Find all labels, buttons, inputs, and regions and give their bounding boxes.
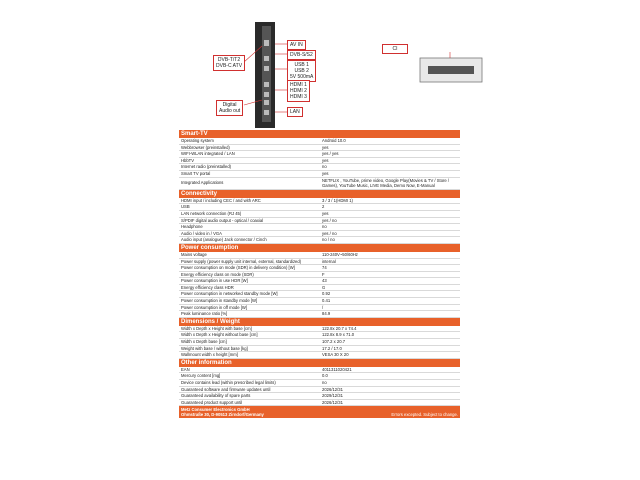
spec-label: Energy efficiency class on mode (SDR) (181, 271, 254, 277)
spec-value: 2029/12/31 (322, 393, 343, 399)
spec-sheet (179, 130, 460, 418)
spec-value: 3 / 3 / 1(HDMI 1) (322, 197, 353, 203)
footer-company: Metz Consumer Electronics GmbH Ohmstraße 30, D-90513 Zirndorf/Germany (181, 407, 264, 418)
spec-label: Energy efficiency class HDR (181, 284, 234, 290)
spec-value: 17.2 / 17.0 (322, 345, 342, 351)
spec-value: Android 10.0 (322, 138, 346, 143)
spec-value: yes (322, 210, 329, 216)
port-diagram-graphic (0, 0, 640, 130)
spec-value: / (322, 304, 324, 310)
spec-label: Peak luminance ratio [%] (181, 311, 228, 317)
spec-value: 4011311020421 (322, 366, 352, 372)
spec-value: 84.9 (322, 311, 331, 317)
port-slot (264, 66, 269, 71)
spec-row (179, 145, 460, 152)
spec-label: Webbrowser (preinstalled) (181, 144, 230, 150)
spec-row (179, 285, 460, 292)
spec-value: no (322, 380, 327, 385)
spec-label: Audio input (analogue) Jack connector / Cinch (181, 237, 267, 243)
spec-row (179, 400, 460, 407)
spec-row (179, 151, 460, 158)
spec-value: 0.41 (322, 298, 331, 304)
spec-row (179, 231, 460, 238)
spec-row (179, 204, 460, 211)
spec-label: Mains voltage (181, 251, 207, 257)
spec-value: yes (322, 144, 329, 150)
spec-row (179, 178, 460, 190)
spec-value: 107.2 x 20.7 (322, 339, 346, 345)
spec-row (179, 346, 460, 353)
spec-label: Audio / video in / VGA (181, 230, 222, 236)
spec-label: Power consumption in use HDR [W] (181, 278, 248, 284)
spec-value: 122.8x 8.9 x 71.0 (322, 332, 355, 338)
spec-label: Width x Depth x Height with base [cm] (181, 325, 252, 331)
spec-value: 0.0 (322, 373, 328, 379)
spec-value: VESA 30 X 20 (322, 352, 349, 358)
callout-dvb-s: DVB-S/S2 (287, 50, 316, 60)
port-slot (264, 92, 269, 97)
callout-dvb-t: DVB-T/T2 DVB-C ATV (213, 55, 245, 71)
spec-value: no / no (322, 237, 335, 243)
callout-usb: USB 1 USB 2 5V 500mA (287, 60, 316, 82)
footer-note: Errors excepted. Subject to change. (391, 412, 458, 418)
spec-value: 43 (322, 278, 327, 284)
spec-row (179, 326, 460, 333)
spec-value: no (322, 164, 327, 170)
spec-row (179, 211, 460, 218)
spec-row (179, 352, 460, 359)
spec-label: HDMI input / including CEC / and with ARC (181, 197, 261, 203)
callout-av-in: AV IN (287, 40, 306, 50)
spec-row (179, 278, 460, 285)
port-diagram (0, 0, 640, 130)
spec-row (179, 305, 460, 312)
spec-label: Power consumption in off mode [W] (181, 304, 248, 310)
spec-row (179, 252, 460, 259)
footer (179, 406, 460, 418)
spec-value: yes (322, 157, 329, 163)
port-slot (264, 110, 269, 115)
spec-row (179, 224, 460, 231)
spec-label: Power supply (power supply unit internal, external, standardized) (181, 258, 302, 264)
spec-row (179, 387, 460, 394)
port-slot (264, 100, 269, 105)
spec-row (179, 373, 460, 380)
spec-value: 74 (322, 265, 327, 271)
spec-value: F (322, 271, 325, 277)
spec-label: Internet radio (preinstalled) (181, 164, 232, 170)
spec-label: Width x Depth base [cm] (181, 339, 227, 345)
port-slot (264, 40, 269, 46)
callout-ci: CI (382, 44, 408, 54)
spec-row (179, 298, 460, 305)
spec-row (179, 393, 460, 400)
spec-value: 2026/12/31 (322, 386, 343, 392)
port-slot (264, 82, 269, 87)
spec-row (179, 311, 460, 318)
section-header: Dimensions / Weight (179, 318, 460, 326)
spec-value: yes (322, 170, 329, 176)
spec-value: 2026/12/31 (322, 399, 343, 405)
section-header: Other information (179, 359, 460, 367)
spec-label: Power consumption in networked standby mode [W] (181, 291, 278, 297)
spec-value: NETFLIX , YouTube, prime video, Google Play(Movies & TV / Store / Games), YouTube Music, LIVE Media, Demo Now, E-Manual (322, 177, 450, 189)
spec-row (179, 339, 460, 346)
spec-label: Weight with base / without base [kg] (181, 345, 248, 351)
spec-value: 2 (322, 204, 325, 210)
spec-row (179, 291, 460, 298)
spec-row (179, 164, 460, 171)
spec-label: Device contains lead (within prescribed legal limits) (181, 380, 276, 385)
spec-label: Guaranteed product support until (181, 399, 243, 405)
callout-hdmi: HDMI 1 HDMI 2 HDMI 3 (287, 80, 310, 102)
spec-value: yes / no (322, 230, 337, 236)
port-slot (264, 56, 269, 61)
spec-value: 122.8x 20.7 x 74.4 (322, 325, 357, 331)
spec-row (179, 380, 460, 387)
section-header: Smart-TV (179, 130, 460, 138)
spec-value: G (322, 284, 326, 290)
spec-label: Guaranteed software and firmware updates until (181, 386, 271, 392)
spec-label: S/PDIF digital audio output - optical / coaxial (181, 217, 264, 223)
spec-label: EAN (181, 366, 190, 372)
spec-label: Integrated Applications (181, 180, 224, 186)
spec-value: 110-240V~50/60Hz (322, 251, 358, 257)
spec-label: Power consumption in standby mode [W] (181, 298, 258, 304)
spec-label: Operating system (181, 138, 214, 143)
spec-row (179, 138, 460, 145)
spec-value: yes / yes (322, 151, 339, 157)
callout-lan: LAN (287, 107, 303, 117)
spec-label: WIFI-WLAN integrated / LAN (181, 151, 235, 157)
spec-row (179, 218, 460, 225)
callout-digital-audio: Digital Audio out (216, 100, 243, 116)
spec-label: USB (181, 204, 190, 210)
spec-value: 0.92 (322, 291, 331, 297)
spec-row (179, 171, 460, 178)
spec-label: Headphone (181, 224, 203, 230)
spec-label: Guaranteed availability of spare parts (181, 393, 251, 399)
spec-label: Mercury content [mg] (181, 373, 221, 379)
spec-label: HbbTV (181, 157, 195, 163)
spec-row (179, 198, 460, 205)
spec-label: Smart TV portal (181, 170, 211, 176)
spec-row (179, 367, 460, 374)
spec-row (179, 158, 460, 165)
section-header: Power consumption (179, 244, 460, 252)
spec-row (179, 237, 460, 244)
spec-label: LAN network connection (RJ 45) (181, 210, 242, 216)
spec-label: Width x Depth x Height without base [cm] (181, 332, 258, 338)
spec-row (179, 265, 460, 272)
spec-label: Power consumption on mode (SDR) in delivery condition) [W] (181, 265, 295, 271)
section-header: Connectivity (179, 190, 460, 198)
spec-value: no (322, 224, 327, 230)
spec-row (179, 272, 460, 279)
spec-value: internal (322, 258, 336, 264)
ci-slot-opening (428, 66, 474, 74)
spec-row (179, 259, 460, 266)
spec-label: Wallmount width x height [mm] (181, 352, 238, 358)
spec-row (179, 332, 460, 339)
spec-value: yes / no (322, 217, 337, 223)
